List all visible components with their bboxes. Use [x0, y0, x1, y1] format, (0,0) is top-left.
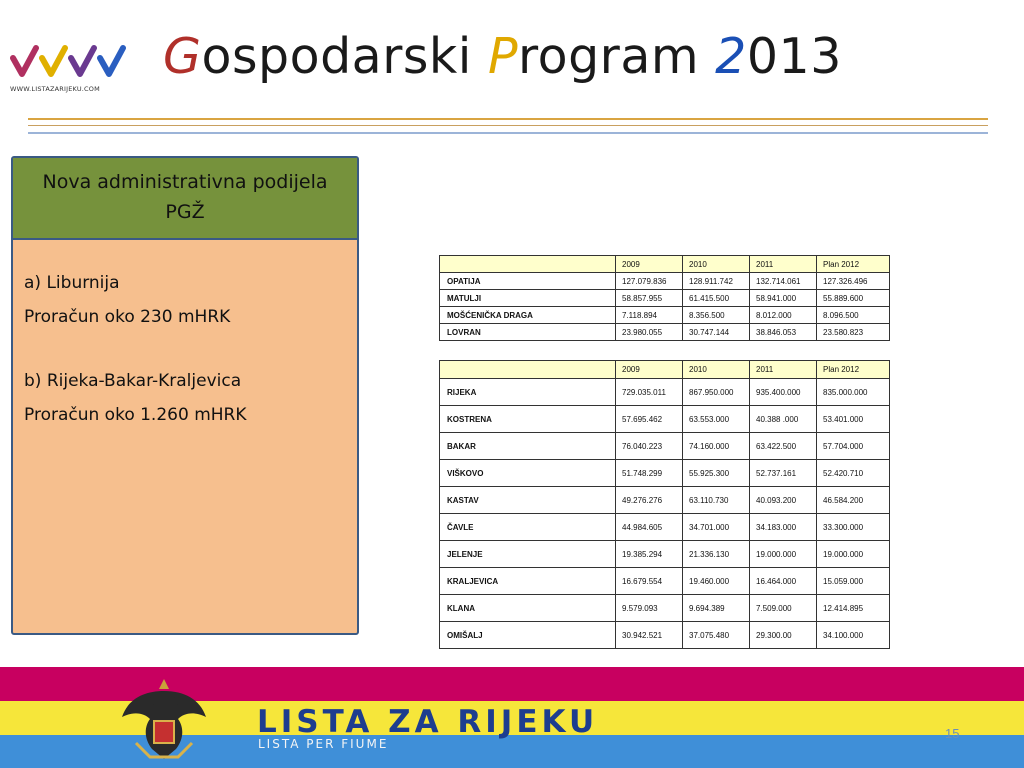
municipality-cell: JELENJE: [440, 541, 616, 568]
table-row: [440, 460, 890, 487]
value-cell: 23.980.055: [616, 324, 683, 341]
title-part-1: ospodarski: [201, 28, 488, 85]
liburnija-budget-table: [439, 255, 890, 341]
listazarijeku-logo: [10, 44, 134, 100]
value-cell: 935.400.000: [750, 379, 817, 406]
value-cell: 12.414.895: [817, 595, 890, 622]
value-cell: 40.388 .000: [750, 406, 817, 433]
value-cell: 51.748.299: [616, 460, 683, 487]
table-row: [440, 595, 890, 622]
table-row: [440, 433, 890, 460]
page-title: [163, 28, 842, 85]
header-divider: [28, 118, 988, 120]
value-cell: 57.704.000: [817, 433, 890, 460]
value-cell: 61.415.500: [683, 290, 750, 307]
table-header-cell: Plan 2012: [817, 256, 890, 273]
title-letter-g: G: [163, 28, 202, 85]
table-row: [440, 568, 890, 595]
municipality-cell: RIJEKA: [440, 379, 616, 406]
value-cell: 9.694.389: [683, 595, 750, 622]
rijeka-region-budget-table: [439, 360, 890, 649]
value-cell: 128.911.742: [683, 273, 750, 290]
page-number: 15: [945, 726, 960, 741]
table-header-cell: [440, 256, 616, 273]
value-cell: 9.579.093: [616, 595, 683, 622]
value-cell: 30.747.144: [683, 324, 750, 341]
value-cell: 127.326.496: [817, 273, 890, 290]
value-cell: 7.509.000: [750, 595, 817, 622]
table-row: [440, 622, 890, 649]
value-cell: 34.701.000: [683, 514, 750, 541]
value-cell: 76.040.223: [616, 433, 683, 460]
table-header-row: [440, 256, 890, 273]
value-cell: 8.096.500: [817, 307, 890, 324]
value-cell: 34.183.000: [750, 514, 817, 541]
table-header-cell: 2011: [750, 256, 817, 273]
table-header-cell: 2009: [616, 256, 683, 273]
table-row: [440, 307, 890, 324]
table-header-row: [440, 361, 890, 379]
value-cell: 52.737.161: [750, 460, 817, 487]
title-part-3: 013: [746, 28, 842, 85]
value-cell: 30.942.521: [616, 622, 683, 649]
table-row: [440, 541, 890, 568]
value-cell: 127.079.836: [616, 273, 683, 290]
table-row: [440, 379, 890, 406]
municipality-cell: LOVRAN: [440, 324, 616, 341]
value-cell: 19.000.000: [750, 541, 817, 568]
footer-brand-name: LISTA ZA RIJEKU: [257, 704, 599, 740]
value-cell: 867.950.000: [683, 379, 750, 406]
panel-heading: [13, 158, 357, 240]
value-cell: 21.336.130: [683, 541, 750, 568]
header-divider: [28, 125, 988, 126]
value-cell: 63.553.000: [683, 406, 750, 433]
table-row: [440, 406, 890, 433]
municipality-cell: KRALJEVICA: [440, 568, 616, 595]
info-panel: [11, 156, 359, 635]
municipality-cell: VIŠKOVO: [440, 460, 616, 487]
value-cell: 33.300.000: [817, 514, 890, 541]
value-cell: 37.075.480: [683, 622, 750, 649]
rijeka-region-budget: Proračun oko 1.260 mHRK: [24, 405, 247, 425]
table-header-cell: Plan 2012: [817, 361, 890, 379]
municipality-cell: KLANA: [440, 595, 616, 622]
liburnija-label: a) Liburnija: [24, 273, 120, 293]
table-row: [440, 487, 890, 514]
municipality-cell: OPATIJA: [440, 273, 616, 290]
table-header-cell: [440, 361, 616, 379]
value-cell: 16.464.000: [750, 568, 817, 595]
municipality-cell: BAKAR: [440, 433, 616, 460]
municipality-cell: OMIŠALJ: [440, 622, 616, 649]
panel-heading-line1: Nova administrativna podijela: [42, 171, 328, 193]
table-header-cell: 2009: [616, 361, 683, 379]
checkmark-logo-icon: [10, 44, 134, 84]
table-row: [440, 273, 890, 290]
value-cell: 52.420.710: [817, 460, 890, 487]
value-cell: 835.000.000: [817, 379, 890, 406]
value-cell: 7.118.894: [616, 307, 683, 324]
title-part-2: rogram: [518, 28, 716, 85]
value-cell: 8.012.000: [750, 307, 817, 324]
value-cell: 729.035.011: [616, 379, 683, 406]
rijeka-region-label: b) Rijeka-Bakar-Kraljevica: [24, 371, 242, 391]
value-cell: 74.160.000: [683, 433, 750, 460]
value-cell: 23.580.823: [817, 324, 890, 341]
value-cell: 19.460.000: [683, 568, 750, 595]
value-cell: 57.695.462: [616, 406, 683, 433]
value-cell: 49.276.276: [616, 487, 683, 514]
panel-body: [13, 240, 357, 432]
table-row: [440, 290, 890, 307]
value-cell: 58.941.000: [750, 290, 817, 307]
value-cell: 19.000.000: [817, 541, 890, 568]
municipality-cell: MATULJI: [440, 290, 616, 307]
value-cell: 53.401.000: [817, 406, 890, 433]
value-cell: 55.889.600: [817, 290, 890, 307]
municipality-cell: MOŠĆENIČKA DRAGA: [440, 307, 616, 324]
table-row: [440, 514, 890, 541]
table-header-cell: 2010: [683, 361, 750, 379]
value-cell: 58.857.955: [616, 290, 683, 307]
value-cell: 34.100.000: [817, 622, 890, 649]
municipality-cell: KASTAV: [440, 487, 616, 514]
municipality-cell: KOSTRENA: [440, 406, 616, 433]
header-divider: [28, 132, 988, 134]
title-digit-2: 2: [715, 28, 747, 85]
value-cell: 15.059.000: [817, 568, 890, 595]
panel-heading-line2: PGŽ: [165, 201, 205, 223]
value-cell: 16.679.554: [616, 568, 683, 595]
value-cell: 40.093.200: [750, 487, 817, 514]
value-cell: 63.422.500: [750, 433, 817, 460]
value-cell: 63.110.730: [683, 487, 750, 514]
title-letter-p: P: [487, 28, 519, 85]
logo-url-text: WWW.LISTAZARIJEKU.COM: [10, 85, 100, 93]
value-cell: 19.385.294: [616, 541, 683, 568]
eagle-crest-icon: [114, 673, 214, 765]
value-cell: 132.714.061: [750, 273, 817, 290]
value-cell: 29.300.00: [750, 622, 817, 649]
value-cell: 8.356.500: [683, 307, 750, 324]
municipality-cell: ČAVLE: [440, 514, 616, 541]
table-header-cell: 2011: [750, 361, 817, 379]
table-header-cell: 2010: [683, 256, 750, 273]
table-row: [440, 324, 890, 341]
footer-banner: [0, 667, 1024, 768]
value-cell: 44.984.605: [616, 514, 683, 541]
value-cell: 38.846.053: [750, 324, 817, 341]
value-cell: 55.925.300: [683, 460, 750, 487]
liburnija-budget: Proračun oko 230 mHRK: [24, 307, 231, 327]
footer-brand-sub: LISTA PER FIUME: [258, 737, 389, 751]
value-cell: 46.584.200: [817, 487, 890, 514]
